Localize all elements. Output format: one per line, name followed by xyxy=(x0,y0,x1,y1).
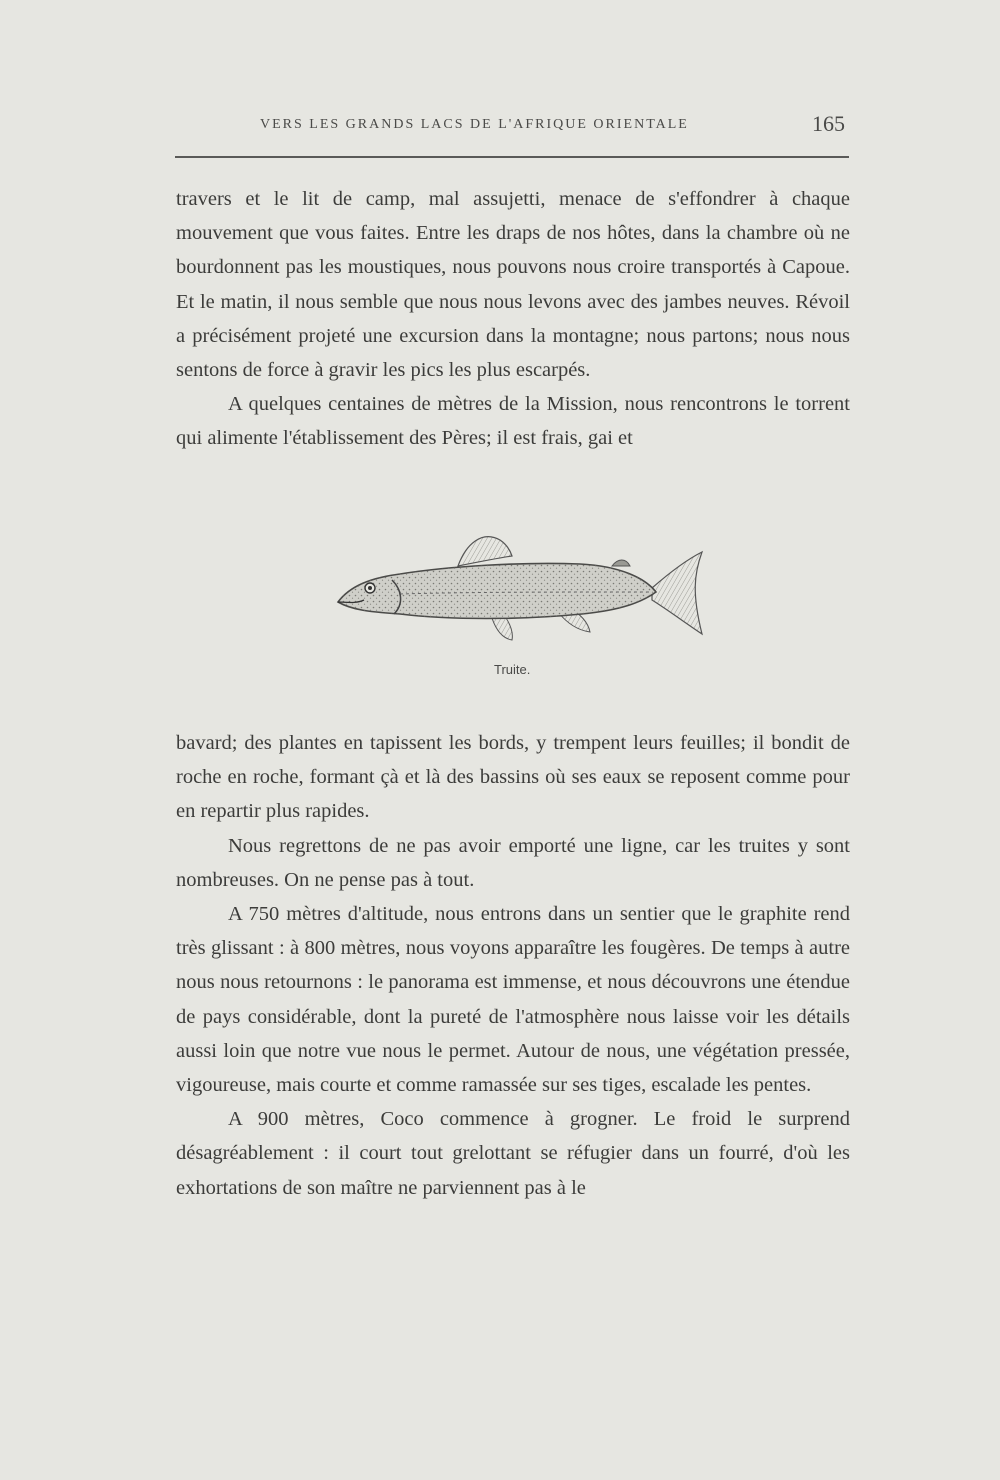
text-block-top xyxy=(176,182,850,456)
running-title: VERS LES GRANDS LACS DE L'AFRIQUE ORIENTALE xyxy=(260,117,689,132)
text-block-bottom xyxy=(176,726,850,1205)
trout-icon xyxy=(330,522,710,652)
page-number: 165 xyxy=(812,111,845,136)
paragraph: bavard; des plantes en tapissent les bords, y trempent leurs feuilles; il bondit de roche en roche, formant çà et là des bassins où ses eaux se reposent comme pour en repartir plus rapides. xyxy=(176,732,850,823)
figure-caption: Truite. xyxy=(494,662,531,677)
trout-illustration xyxy=(330,522,710,652)
paragraph: A quelques centaines de mètres de la Mission, nous rencontrons le torrent qui alimente l'établissement des Pères; il est frais, gai et xyxy=(176,393,850,450)
paragraph: A 750 mètres d'altitude, nous entrons dans un sentier que le graphite rend très glissant : à 800 mètres, nous voyons apparaître les fougères. De temps à autre nous nous retournons : le panorama est immense, et nous découvrons une étendue de pays considérable, dont la pureté de l'atmosphère nous laisse voir les détails aussi loin que notre vue nous le permet. Autour de nous, une végétation pressée, vigoureuse, mais courte et comme ramassée sur ses tiges, escalade les pentes. xyxy=(176,903,850,1097)
paragraph: Nous regrettons de ne pas avoir emporté une ligne, car les truites y sont nombreuses. On ne pense pas à tout. xyxy=(176,834,850,891)
header-rule xyxy=(175,156,849,158)
paragraph: travers et le lit de camp, mal assujetti, menace de s'effondrer à chaque mouvement que vous faites. Entre les draps de nos hôtes, dans la chambre où ne bourdonnent pas les moustiques, nous pouvons nous croire transportés à Capoue. Et le matin, il nous semble que nous nous levons avec des jambes neuves. Révoil a précisément projeté une excursion dans la montagne; nous partons; nous nous sentons de force à gravir les pics les plus escarpés. xyxy=(176,188,850,382)
paragraph: A 900 mètres, Coco commence à grogner. Le froid le surprend désagréablement : il court tout grelottant se réfugier dans un fourré, d'où les exhortations de son maître ne parviennent pas à le xyxy=(176,1108,850,1199)
